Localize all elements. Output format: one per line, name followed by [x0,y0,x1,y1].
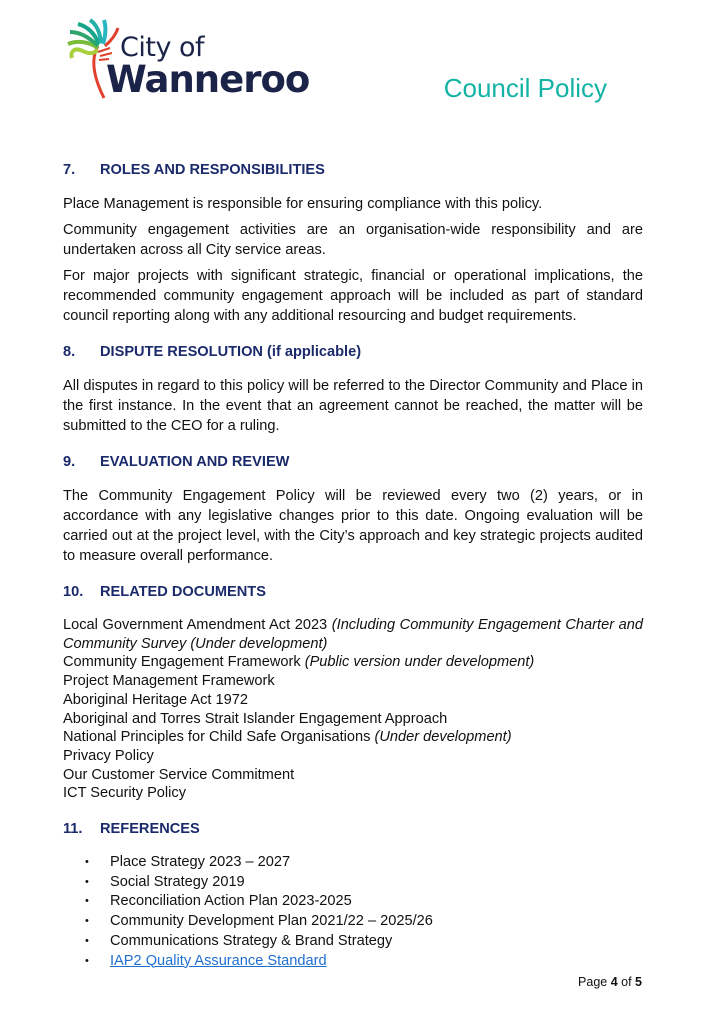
section-title: DISPUTE RESOLUTION (if applicable) [100,344,362,360]
related-documents-list [63,616,643,803]
paragraph: The Community Engagement Policy will be reviewed every two (2) years, or in accordance with any legislative changes prior to this date. Ongoing evaluation will be carried out at the project level, with the City’s approach and key strategic projects audited to measure overall performance. [63,488,643,564]
paragraph: Place Management is responsible for ensuring compliance with this policy. [63,196,543,212]
bullet-icon: • [85,934,89,947]
reference-item: • Place Strategy 2023 – 2027 [85,853,643,873]
section-title: EVALUATION AND REVIEW [100,454,290,470]
related-document-item: Our Customer Service Commitment [63,766,295,783]
related-document-item: Community Engagement Framework (Public version under development) [63,654,535,671]
section-heading [63,582,643,602]
section-number: 7. [63,162,76,178]
section-title: RELATED DOCUMENTS [100,584,266,600]
section-number: 11. [63,821,83,838]
policy-body [63,160,643,987]
section-number: 9. [63,454,76,470]
section-related-documents [63,582,643,803]
page-number: Page 4 of 5 [578,975,642,989]
reference-item: • Social Strategy 2019 [85,873,643,893]
reference-item: • Communications Strategy & Brand Strategy [85,932,643,952]
references-list [63,853,643,971]
paragraph: Community engagement activities are an organisation-wide responsibility and are undertaken across all City service areas. [63,222,643,258]
section-heading [63,452,643,472]
related-document-item: Aboriginal Heritage Act 1972 [63,691,248,708]
related-document-item: Aboriginal and Torres Strait Islander Engagement Approach [63,710,448,727]
paragraph: For major projects with significant strategic, financial or operational implications, the recommended community engagement approach will be included as part of standard council reporting along with any additional resourcing and budget requirements. [63,268,643,324]
paragraph: All disputes in regard to this policy will be referred to the Director Community and Place in the first instance. In the event that an agreement cannot be reached, the matter will be submitted to the CEO for a ruling. [63,378,643,434]
document-type-title: Council Policy [443,73,607,103]
section-dispute-resolution [63,342,643,436]
section-number: 8. [63,344,76,360]
reference-item: • Reconciliation Action Plan 2023-2025 [85,892,643,912]
logo-text-wanneroo: Wanneroo [106,58,310,101]
section-heading [63,819,643,839]
related-document-item: Local Government Amendment Act 2023 (Including Community Engagement Charter and Community Survey (Under development) [63,617,643,652]
section-title: REFERENCES [100,821,200,838]
related-document-item: ICT Security Policy [63,785,186,802]
bullet-icon: • [85,954,89,967]
related-document-item: Privacy Policy [63,747,154,764]
related-document-item: National Principles for Child Safe Organisations (Under development) [63,729,512,746]
section-number: 10. [63,584,84,600]
section-evaluation-review [63,452,643,566]
related-document-item: Project Management Framework [63,673,275,690]
section-title: ROLES AND RESPONSIBILITIES [100,162,325,178]
iap2-standard-link[interactable]: IAP2 Quality Assurance Standard [110,952,327,969]
bullet-icon: • [85,895,89,908]
bullet-icon: • [85,915,89,928]
city-of-wanneroo-logo [64,18,310,101]
section-heading [63,160,643,180]
bullet-icon: • [85,875,89,888]
logo-text-city-of: City of [120,32,205,63]
section-references [63,819,643,971]
section-heading [63,342,643,362]
reference-item [85,952,643,972]
reference-item: • Community Development Plan 2021/22 – 2025/26 [85,912,643,932]
bullet-icon: • [85,856,89,869]
section-roles-responsibilities [63,160,643,326]
